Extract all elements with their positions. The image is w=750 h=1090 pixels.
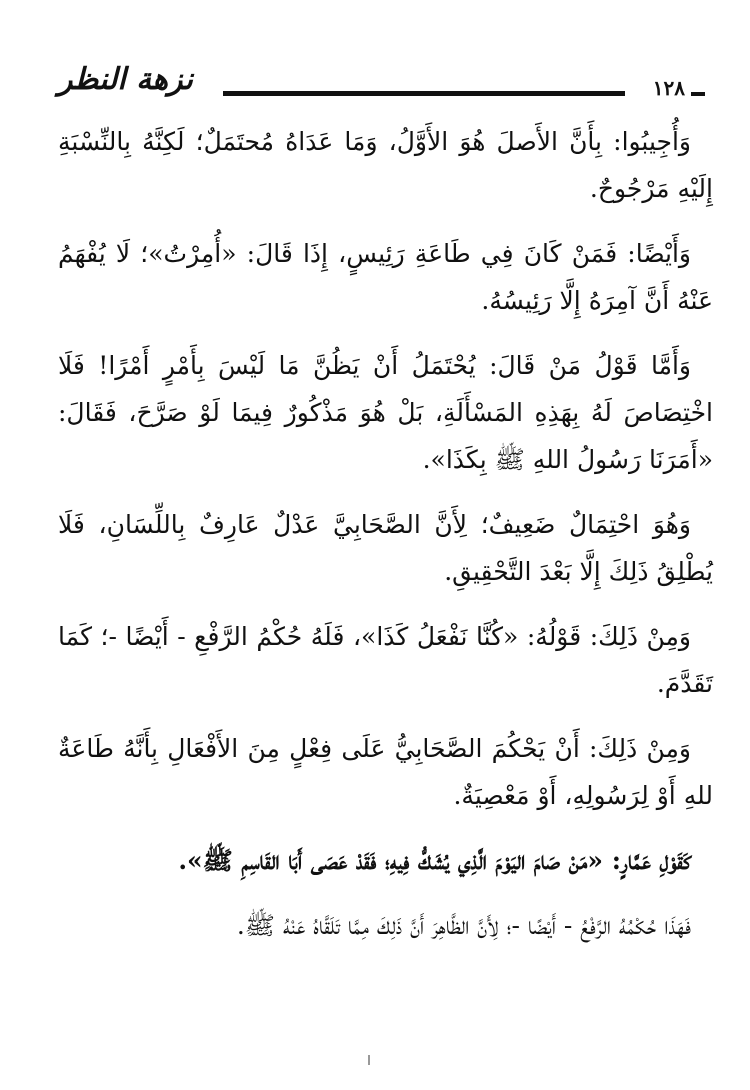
paragraph: فَهَذَا حُكْمُهُ الرَّفْعُ - أَيْضًا -؛ لِأَنَّ الظَّاهِرَ أَنَّ ذَلِكَ مِمَّا تَلَقَّاهُ عَنْهُ ﷺ. <box>236 911 691 940</box>
paragraph: وَهُوَ احْتِمَالٌ ضَعِيفٌ؛ لِأَنَّ الصَّحَابِيَّ عَدْلٌ عَارِفٌ بِاللِّسَانِ، فَلَا يُطْلِقُ ذَلِكَ إِلَّا بَعْدَ التَّحْقِيقِ. <box>58 510 713 586</box>
page-number-dash <box>691 92 705 96</box>
header-rule <box>223 91 625 96</box>
page-header <box>58 62 713 110</box>
paragraph: وَمِنْ ذَلِكَ: أَنْ يَحْكُمَ الصَّحَابِيُّ عَلَى فِعْلٍ مِنَ الأَفْعَالِ بِأَنَّهُ طَاعَةٌ للهِ أَوْ لِرَسُولِهِ، أَوْ مَعْصِيَةٌ. <box>58 734 713 810</box>
paragraph: وَأُجِيبُوا: بِأَنَّ الأَصلَ هُوَ الأَوَّلُ، وَمَا عَدَاهُ مُحتَمَلٌ؛ لَكِنَّهُ بِالنِّسْبَةِ إِلَيْهِ مَرْجُوحٌ. <box>58 127 713 203</box>
paragraph: وَأَيْضًا: فَمَنْ كَانَ فِي طَاعَةِ رَئِيسٍ، إِذَا قَالَ: «أُمِرْتُ»؛ لَا يُفْهَمُ عَنْهُ أَنَّ آمِرَهُ إِلَّا رَئِيسُهُ. <box>58 239 713 315</box>
bottom-mark <box>368 1055 370 1065</box>
paragraph: وَأَمَّا قَوْلُ مَنْ قَالَ: يُحْتَمَلُ أَنْ يَظُنَّ مَا لَيْسَ بِأَمْرٍ أَمْرًا! فَلَا اخْتِصَاصَ لَهُ بِهَذِهِ المَسْأَلَةِ، بَلْ هُوَ مَذْكُورٌ فِيمَا لَوْ صَرَّحَ، فَقَالَ: «أَمَرَنَا رَسُولُ اللهِ ﷺ بِكَذَا». <box>58 351 713 474</box>
paragraph: وَمِنْ ذَلِكَ: قَوْلُهُ: «كُنَّا نَفْعَلُ كَذَا»، فَلَهُ حُكْمُ الرَّفْعِ - أَيْضًا -؛ كَمَا تَقَدَّمَ. <box>58 622 713 698</box>
paragraph-quote: كَقَوْلِ عَمَّارٍ: «مَنْ صَامَ اليَوْمَ الَّذِي يُشَكُّ فِيهِ؛ فَقَدْ عَصَى أَبَا القَاسِمِ ﷺ». <box>178 846 691 875</box>
body-text <box>58 118 713 967</box>
page-number: ١٢٨ <box>652 76 685 100</box>
book-title: نزهة النظر <box>58 62 193 97</box>
